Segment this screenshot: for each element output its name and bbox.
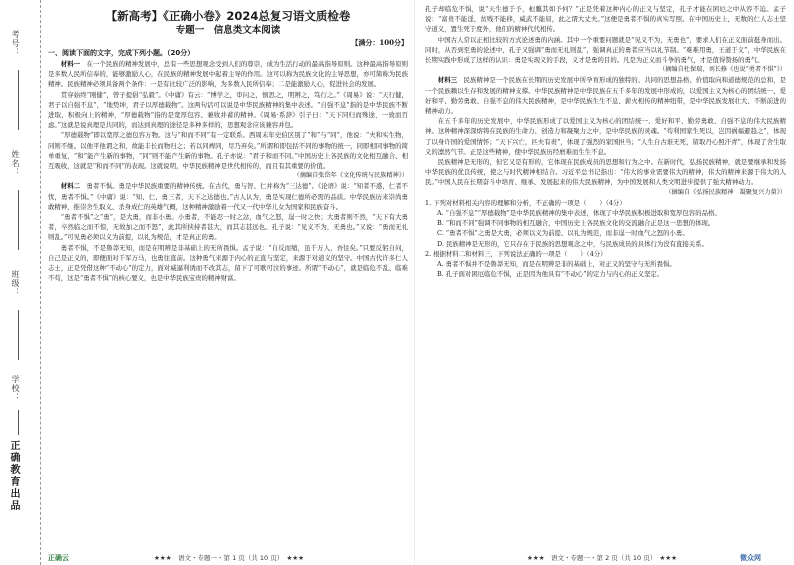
material-1-paragraph-2: 贯穿始终“刚健”，曾子提倡“弘毅”。《中庸》有云：“博学之，审问之，慎思之，明辨之，笃行之。”《周易》说：“天行健，君子以自强不息”，“地势坤，君子以厚德载物”。这两句话可以说是中华民族精神的集中表述。“自强不息”指的是中华民族不断进取、积极向上的精神，“厚德载物”指的是宽厚包容、兼收并蓄的精神。《周易·系辞》引子曰：“天下同归而殊途，一致而百虑。”这就是说真理是共同的，而达到真理的途径是多种多样的，思想观念应该兼容并包。 — [48, 90, 408, 130]
material-2-label: 材料二 — [60, 182, 81, 191]
binding-gutter — [0, 0, 41, 565]
material-3-paragraph-3: 民族精神是无形的，但它又是有形的，它体现在民族成员的思想和行为之中。在新时代，弘扬民族精神，就是要继承和发扬中华民族的优良传统，使之与时代精神相结合。习近平总书记指出：“伟大的事业需要伟大的精神，伟大的精神来源于伟大的人民。”中国人民在长期奋斗中培育、继承、发展起来的伟大民族精神，为中国发展和人类文明进步提供了强大精神动力。 — [425, 158, 786, 187]
question-1-option-c: C. “勇者不惧”之勇是大勇，必须以义为前提、以礼为规范，而非逞一时血气之怒的小勇。 — [437, 229, 689, 238]
weizhong-logo: 微众网 — [740, 554, 761, 562]
material-1-label: 材料一 — [60, 60, 81, 68]
material-1-paragraph-1: 材料一 在一个民族的精神发展中，总有一些思想观念受到人们的尊崇，成为生活行动的最高指导原则。这种最高指导原则是多数人民所信奉的，能够激励人心，在民族的精神发展中起着主导的作用。这可以称为民族文化的主导思想，亦可简称为民族精神。民族精神必须具备两个条件：一是有比较广泛的影响，为多数人民所信奉；二是能激励人心，促进社会的发展。 — [48, 60, 409, 89]
question-2-option-b: B. 孔子面对困厄临危不惧，正是因为他具有“不动心”的定力与内心的正义坚定。 — [437, 270, 664, 279]
material-2-paragraph-4: 中国古人常以正相比较的方式论述勇的内涵。其中一个重要问题就是“见义不为，无勇也”，要求人们在正义面前挺身而出。同时，从否到至勇的论述中，孔子又强调“勇而无礼则乱”，强调真正的勇者应当以礼节制。“难难用勇，王道于义”，中华民族在长期实践中形成了这样的认识：勇是实现义的手段，义才是勇的目的。凡是为正义而斗争的勇气，才是值得赞扬的勇气。 — [425, 35, 786, 65]
material-2-paragraph-2: “勇者不惧”之“勇”，是大勇，而非小勇。小勇者，不能忍一时之忿，血气之怒，逞一时之快；大勇者则不然，“天下有大勇者，卒然临之而不惊，无故加之而不怒”，此其所挟持者甚大，而其志甚远也。孔子说：“见义不为，无勇也。”又说：“勇而无礼则乱。”可见勇必须以义为前提，以礼为规范，才是真正的勇。 — [48, 213, 408, 242]
material-1-paragraph-3: “厚德载物”即以宽厚之德包容万物。这与“和而不同”有一定联系。西周末年史伯区别了“和”与“同”，他说：“夫和实生物，同则不继。以他平他谓之和，故能丰长而物归之；若以同裨同，尽乃弃矣。”所谓和即包括不同的事物的统一，同即相同事物的简单重复，“和”能产生新的事物，“同”则不能产生新的事物。孔子亦说：“君子和而不同。”中国历史上各民族的文化相互融合、相互吸收，这就是“和而不同”的表现。这就说明，中华民族精神是世代相传的，而且有其重要的价值。 — [48, 131, 408, 171]
name-line — [18, 190, 19, 250]
school-line — [18, 410, 19, 435]
exam-number-label: 考号： — [11, 30, 20, 57]
question-1-stem: 1. 下列对材料相关内容的理解和分析，不正确的一项是（ ）（4分） — [425, 198, 626, 207]
zhengque-cloud-logo: 正确云 — [48, 554, 69, 562]
class-label: 班级： — [11, 270, 20, 297]
material-2-source: （摘编自杜保瑞、刘长修《也说“勇者不惧”》） — [659, 66, 786, 74]
section-heading: 一、阅读下面的文字，完成下列小题。（20分） — [48, 49, 195, 57]
material-2-paragraph-3: 勇者不惧，不是鲁莽无知，而是在明辨是非基础上的无所畏惧。孟子说：“自反而缩，虽千万人，吾往矣。”只要反躬自问，自己是正义的，即便面对千军万马，也勇往直前。这种勇气来源于内心的正直与坚定，来源于对道义的坚守。中国古代许多仁人志士，正是凭借这种“不动心”的定力，面对威逼利诱而不改其志，留下了可歌可泣的事迹。所谓“不动心”，就是临危不乱、临难不苟，这是“勇者不惧”的核心要义，也是中华民族宝贵的精神财富。 — [48, 243, 408, 283]
full-score: 【满分：100分】 — [351, 38, 408, 47]
page-2 — [414, 0, 790, 565]
material-1-source: （摘编自张岱年《文化传统与民族精神》） — [293, 172, 408, 180]
exam-number-line — [18, 70, 19, 130]
page-1-footer: ★★★ 语文・专题一・第 1 页（共 10 页） ★★★ — [154, 554, 304, 562]
exam-title: 【新高考】《正确小卷》2024总复习语文质检卷 — [105, 9, 351, 23]
material-3-label: 材料三 — [437, 76, 458, 85]
question-2-stem: 2. 根据材料二和材料三，下列说法正确的一项是（ ）（4分） — [425, 249, 607, 258]
question-1-option-b: B. “和而不同”强调不同事物的相互融合，中国历史上各民族文化的交流融合正是这一思想的体现。 — [437, 219, 715, 228]
class-line — [18, 310, 19, 360]
material-2-paragraph-1: 材料二 勇者不惧。勇是中华民族重要的精神传统。在古代，勇与智、仁并称为“三达德”。《论语》说：“知者不惑，仁者不忧，勇者不惧。”《中庸》说：“知、仁、勇三者，天下之达德也。”古人认为，勇是实现仁德所必需的品质。中华民族历来崇尚勇敢精神，推崇舍生取义、杀身成仁的英雄气概，这种精神激励着一代又一代中华儿女为国家和民族奋斗。 — [48, 182, 409, 211]
continued-paragraph: 孔子却临危不惧，说“天生德于予，桓魋其如予何？”正是凭着这种内心的正义与坚定，孔子才能在困厄之中从容不迫。孟子说：“富贵不能淫，贫贱不能移，威武不能屈，此之谓大丈夫。”这便是勇者不惧的真实写照。在中国历史上，无数的仁人志士坚守道义，置生死于度外，他们的精神代代相传。 — [425, 5, 786, 34]
question-1-option-a: A. “自强不息”“厚德载物”是中华民族精神的集中表述，体现了中华民族积极进取和宽厚包容的品格。 — [437, 209, 721, 218]
page-2-footer: ★★★ 语文・专题一・第 2 页（共 10 页） ★★★ — [527, 554, 677, 562]
publisher-brand: 正确教育出品 — [8, 440, 19, 512]
material-3-paragraph-1: 材料三 民族精神是一个民族在长期的历史发展中所孕育形成的独特的、共同的思想品格、价值取向和道德规范的总和，是一个民族赖以生存和发展的精神支撑。中华民族精神是中华民族在五千多年的发展中形成的，以爱国主义为核心的团结统一、爱好和平、勤劳勇敢、自强不息的伟大民族精神，是中华民族生生不息、薪火相传的精神纽带，是中华民族发展壮大、不断前进的精神动力。 — [425, 76, 787, 116]
material-3-paragraph-2: 在五千多年的历史发展中，中华民族形成了以爱国主义为核心的团结统一、爱好和平、勤劳勇敢、自强不息的伟大民族精神。这种精神深深熔铸在民族的生命力、创造力和凝聚力之中，是中华民族的灵魂。“苟利国家生死以，岂因祸福避趋之”，体现了以身许国的爱国情怀；“天下兴亡，匹夫有责”，体现了强烈的家国担当；“人生自古谁无死，留取丹心照汗青”，体现了舍生取义的凛然气节。正是这些精神，使中华民族历经磨难而生生不息。 — [425, 117, 786, 156]
page-1 — [44, 0, 414, 565]
material-3-source: （摘编自《弘扬民族精神 凝聚复兴力量》） — [665, 188, 786, 196]
question-1-option-d: D. 民族精神是无形的，它只存在于民族的思想观念之中，与民族成员的具体行为没有直接关系。 — [437, 239, 708, 248]
topic-subtitle: 专题一 信息类文本阅读 — [175, 25, 281, 36]
school-label: 学校： — [11, 375, 20, 402]
question-2-option-a: A. 勇者不惧并不是鲁莽无知，而是在明辨是非的基础上，对正义的坚守与无所畏惧。 — [437, 260, 676, 269]
name-label: 姓名： — [11, 150, 20, 177]
